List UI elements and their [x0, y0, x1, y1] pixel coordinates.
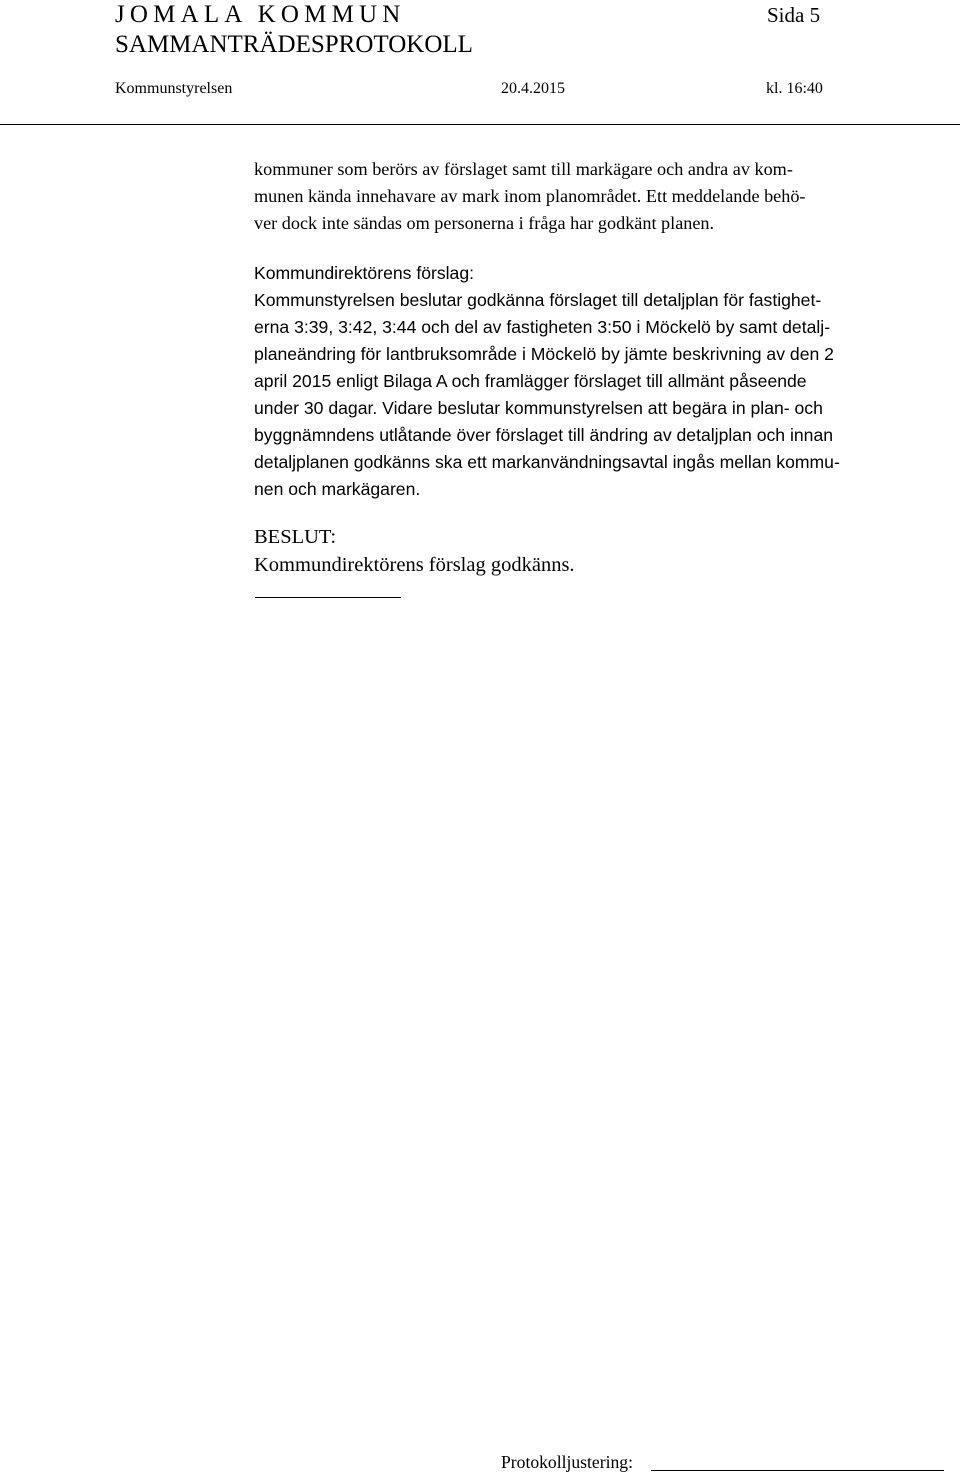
decision-heading: BESLUT: [254, 526, 337, 548]
paragraph-line: kommuner som berörs av förslaget samt till markägare och andra av kom- [254, 159, 793, 179]
paragraph-line: detaljplanen godkänns ska ett markanvändningsavtal ingås mellan kommu- [254, 452, 840, 472]
meeting-date: 20.4.2015 [501, 80, 565, 97]
paragraph-line: under 30 dagar. Vidare beslutar kommunstyrelsen att begära in plan- och [254, 398, 823, 418]
document-title: SAMMANTRÄDESPROTOKOLL [115, 31, 473, 58]
organization-name: JOMALA KOMMUN [115, 1, 406, 28]
meeting-body: Kommunstyrelsen [115, 80, 233, 97]
meeting-time: kl. 16:40 [766, 80, 823, 97]
paragraph-line: munen kända innehavare av mark inom planområdet. Ett meddelande behö- [254, 186, 806, 206]
proposal-heading: Kommundirektörens förslag: [254, 263, 475, 283]
paragraph-line: ver dock inte sändas om personerna i fråga har godkänt planen. [254, 213, 715, 233]
section-end-rule [255, 597, 401, 598]
paragraph-line: nen och markägaren. [254, 479, 421, 499]
paragraph-line: byggnämndens utlåtande över förslaget till ändring av detaljplan och innan [254, 425, 834, 445]
paragraph-line: planeändring för lantbruksområde i Möckelö by jämte beskrivning av den 2 [254, 344, 834, 364]
proposal-paragraph [254, 287, 934, 503]
intro-paragraph [254, 156, 934, 237]
paragraph-line: april 2015 enligt Bilaga A och framlägger förslaget till allmänt påseende [254, 371, 807, 391]
paragraph-line: erna 3:39, 3:42, 3:44 och del av fastigheten 3:50 i Möckelö by samt detalj- [254, 317, 831, 337]
decision-text: Kommundirektörens förslag godkänns. [254, 554, 575, 576]
paragraph-line: Kommunstyrelsen beslutar godkänna förslaget till detaljplan för fastighet- [254, 290, 822, 310]
page-number: Sida 5 [767, 3, 821, 27]
header-divider [0, 124, 960, 125]
signature-line [651, 1470, 944, 1471]
protocol-verification-label: Protokolljustering: [501, 1452, 633, 1472]
